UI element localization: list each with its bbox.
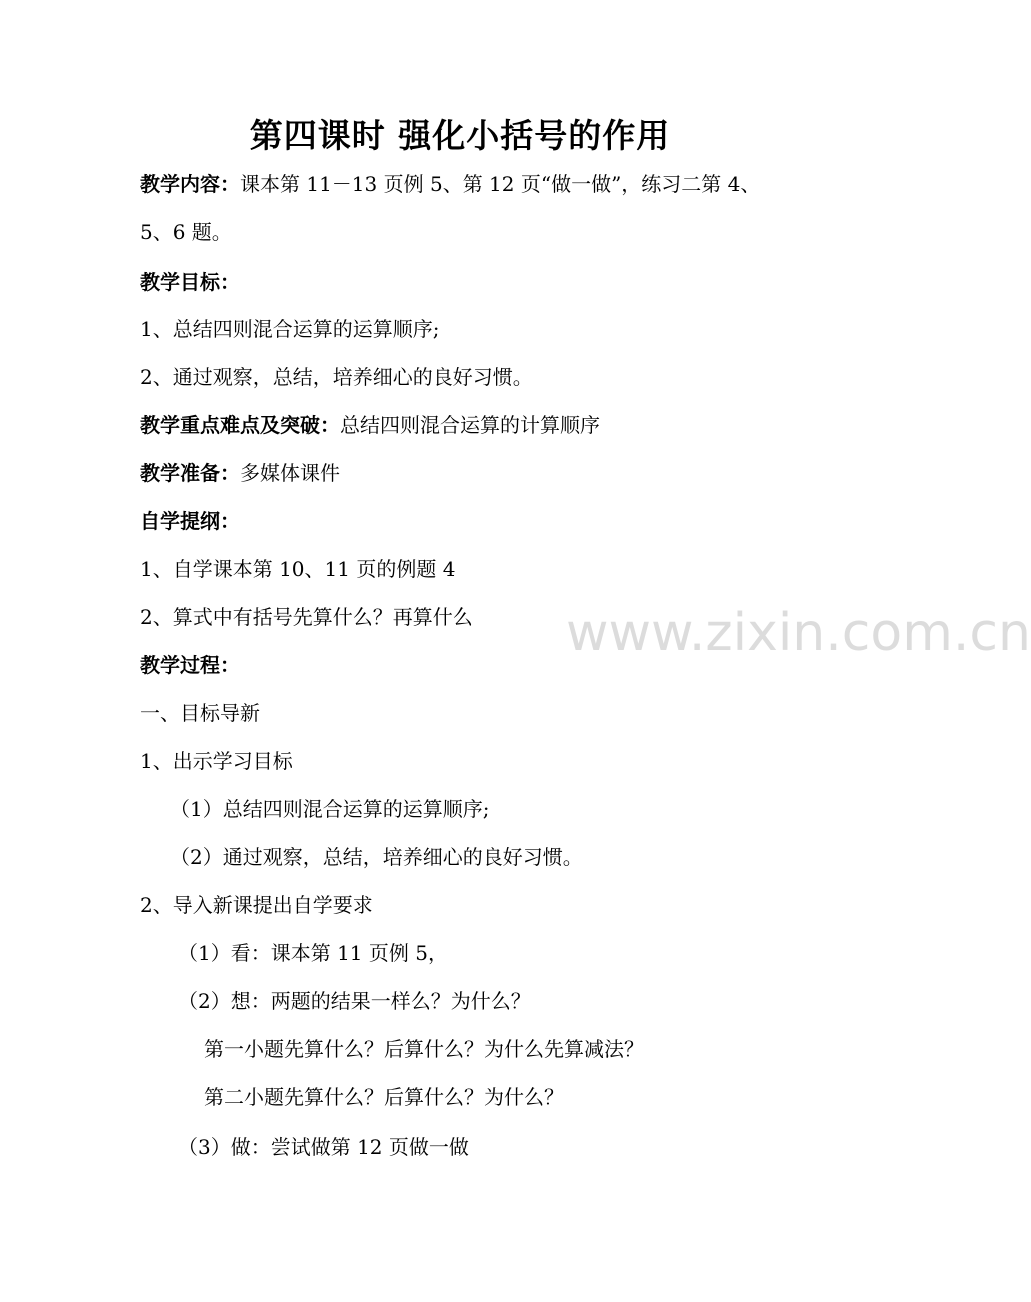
goal-item-2: 2、通过观察，总结，培养细心的良好习惯。 <box>140 365 533 389</box>
step2-item-2: （2）想：两题的结果一样么？为什么？ <box>178 989 531 1013</box>
content-label: 教学内容： <box>140 172 240 196</box>
step1-item-2: （2）通过观察，总结，培养细心的良好习惯。 <box>170 845 583 869</box>
preparation-line <box>140 458 340 488</box>
content-text-1: 课本第 11－13 页例 5、第 12 页“做一做”，练习二第 4、 <box>240 172 761 196</box>
step2-subitem-1: 第一小题先算什么？后算什么？为什么先算减法？ <box>204 1037 644 1061</box>
step2-item-1: （1）看：课本第 11 页例 5， <box>178 941 448 965</box>
step2-subitem-2: 第二小题先算什么？后算什么？为什么？ <box>204 1085 564 1109</box>
key-points-line <box>140 410 600 440</box>
step2-item-3: （3）做：尝试做第 12 页做一做 <box>178 1135 469 1159</box>
process-step-1: 1、出示学习目标 <box>140 749 293 773</box>
key-points-label: 教学重点难点及突破： <box>140 413 340 437</box>
key-points-text: 总结四则混合运算的计算顺序 <box>340 413 600 437</box>
self-study-item-1: 1、自学课本第 10、11 页的例题 4 <box>140 557 456 581</box>
preparation-text: 多媒体课件 <box>240 461 340 485</box>
self-study-item-2: 2、算式中有括号先算什么？再算什么 <box>140 605 473 629</box>
document-title: 第四课时 强化小括号的作用 <box>249 116 671 155</box>
process-label: 教学过程： <box>140 653 240 677</box>
process-section-1: 一、目标导新 <box>140 701 260 725</box>
step1-item-1: （1）总结四则混合运算的运算顺序; <box>170 797 490 821</box>
goals-label: 教学目标： <box>140 270 240 294</box>
process-step-2: 2、导入新课提出自学要求 <box>140 893 373 917</box>
self-study-label: 自学提纲： <box>140 509 240 533</box>
preparation-label: 教学准备： <box>140 461 240 485</box>
goal-item-1: 1、总结四则混合运算的运算顺序; <box>140 317 440 341</box>
watermark: www.zixin.com.cn <box>566 603 1031 663</box>
content-line-1 <box>140 169 760 199</box>
content-text-2: 5、6 题。 <box>140 220 232 244</box>
